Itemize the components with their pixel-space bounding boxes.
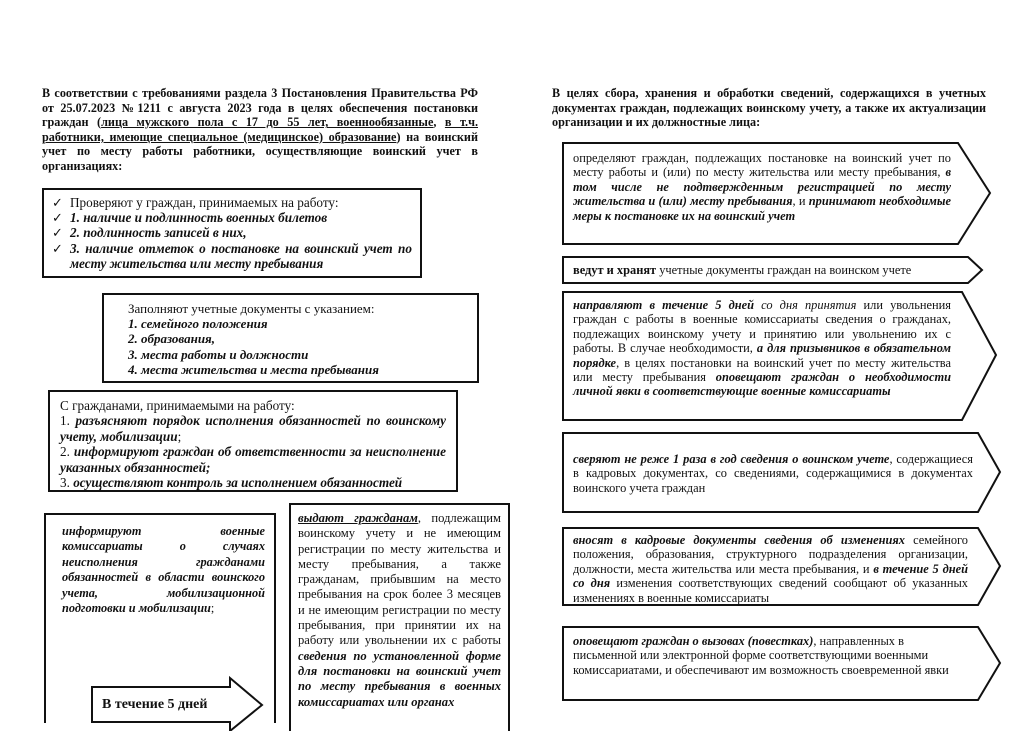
issue-verb: выдают гражданам <box>298 511 418 525</box>
resp-item: осуществляют контроль за исполнением обязанностей <box>73 475 403 491</box>
action-emphasis: в том числе не подтвержденным регистрацией по месту жительства и (или) месту пребывания <box>573 165 951 209</box>
inform-text <box>62 524 265 616</box>
fill-item: 3. места работы и должности <box>128 346 309 362</box>
action-emphasis: ведут и хранят <box>573 263 657 277</box>
action-emphasis: принимают необходимые меры к постановке их на воинский учет <box>573 194 951 223</box>
inform-punct: ; <box>210 601 215 616</box>
five-days-label: В течение 5 дней <box>102 697 208 712</box>
fill-item: 1. семейного положения <box>128 316 268 332</box>
resp-num: 1. <box>60 413 76 429</box>
action-italic: со дня принятия <box>754 298 857 312</box>
inform-part: гражданами обязанностей в области воинского учета, мобилизационной подготовки и мобилизации <box>62 554 265 616</box>
action-text: изменения соответствующих сведений сообщают об указанных изменениях в военные комиссариаты <box>573 576 968 605</box>
check-item: 1. наличие и подлинность военных билетов <box>70 210 328 226</box>
fill-title: Заполняют учетные документы с указанием: <box>128 301 375 316</box>
action-send <box>573 298 951 399</box>
checkmark-icon: ✓ <box>52 240 64 256</box>
action-text: определяют граждан, подлежащих постановке на воинский учет по месту работы и (или) по месту жительства или месту пребывания, <box>573 151 951 180</box>
action-keep <box>573 263 973 277</box>
resp-punct: ; <box>177 428 182 444</box>
left-intro-underlined-1: лица мужского пола с 17 до 55 лет, военнообязанные <box>101 115 434 130</box>
action-text: или увольнения граждан с работы в военные комиссариаты сведения о гражданах, подлежащих воинскому учету и принятию или увольнению их с работы. В случае необходимости, <box>573 298 951 356</box>
fill-box <box>102 293 479 383</box>
action-text: , направленных в письменной или электронной форме соответствующими военными комиссариатами, и обеспечивают им возможность своевременной явки <box>573 634 949 677</box>
left-intro-text-3: ) на воинский учет по месту работы работники, осуществляющие воинский учет в организациях: <box>42 129 478 173</box>
checkmark-icon: ✓ <box>52 210 64 226</box>
left-intro-underlined-2: в т.ч. работники, имеющие специальное (медицинское) образование <box>42 115 479 144</box>
action-emphasis: оповещают граждан о необходимости личной явки в соответствующие военные комиссариаты <box>573 370 951 399</box>
inform-verb: информируют <box>62 524 142 538</box>
checkmark-icon: ✓ <box>52 195 64 210</box>
issue-box <box>289 503 510 731</box>
check-title: Проверяют у граждан, принимаемых на работу: <box>70 195 339 210</box>
action-emphasis: а для призывников в обязательном порядке <box>573 341 951 370</box>
action-text: семейного положения, образования, структурного подразделения организации, должности, места жительства или места пребывания, и <box>573 533 968 576</box>
action-emphasis: направляют в течение 5 дней <box>573 298 755 312</box>
check-item: 2. подлинность записей в них, <box>70 225 247 241</box>
check-box <box>42 188 422 278</box>
action-emphasis: оповещают граждан о вызовах (повестках) <box>573 634 814 648</box>
left-intro-text-2: , <box>433 115 445 130</box>
action-emphasis: вносят в кадровые документы сведения об изменениях <box>573 533 905 547</box>
resp-num: 2. <box>60 444 74 460</box>
resp-item: разъясняют порядок исполнения обязанностей по воинскому учету, мобилизации <box>60 413 446 444</box>
resp-title: С гражданами, принимаемыми на работу: <box>60 398 295 413</box>
left-intro <box>42 86 478 174</box>
inform-part: военные комиссариаты о случаях неисполнения <box>62 524 265 569</box>
issue-text: , подлежащим воинскому учету и не имеющим регистрации по месту жительства и месту пребывания, а также гражданам, прибывшим на место пребывания на срок более 3 месяцев и не имеющим регистрации по месту пребывания, при принятии их на работу или увольнении их с работы <box>298 511 501 648</box>
responsibility-box <box>48 390 458 492</box>
fill-item: 4. места жительства и места пребывания <box>128 361 379 377</box>
action-determine <box>573 151 951 223</box>
action-text: учетные документы граждан на воинском учете <box>656 263 912 277</box>
action-text: , и <box>792 194 809 209</box>
action-emphasis: в течение 5 дней со дня <box>573 561 968 591</box>
action-emphasis: сверяют не реже 1 раза в год сведения о воинском учете <box>573 452 890 466</box>
action-reconcile <box>573 452 973 495</box>
checkmark-icon: ✓ <box>52 225 64 241</box>
fill-item: 2. образования, <box>128 331 216 347</box>
left-intro-text-1: В соответствии с требованиями раздела 3 Постановления Правительства РФ от 25.07.2023 №1211 с августа 2023 года в целях обеспечения постановки граждан ( <box>42 86 478 130</box>
resp-item: информируют граждан об ответственности за неисполнение указанных обязанностей; <box>60 444 446 475</box>
action-update <box>573 533 968 605</box>
resp-num: 3. <box>60 475 74 491</box>
action-text: , содержащиеся в кадровых документах, со сведениями, содержащимися в документах воинского учета граждан <box>573 452 974 495</box>
right-intro: В целях сбора, хранения и обработки сведений, содержащихся в учетных документах граждан, подлежащих воинскому учету, а также их актуализации организации и их должностные лица: <box>552 86 986 130</box>
action-text: , в целях постановки на воинский учет по месту жительства или месту пребывания <box>573 355 951 385</box>
issue-emphasis: сведения по установленной форме для постановки на воинский учет по месту пребывания в военных комиссариатах или органах <box>298 648 501 709</box>
check-item: 3. наличие отметок о постановке на воинский учет по месту жительства или месту пребывания <box>70 240 412 271</box>
action-notify <box>573 634 968 677</box>
